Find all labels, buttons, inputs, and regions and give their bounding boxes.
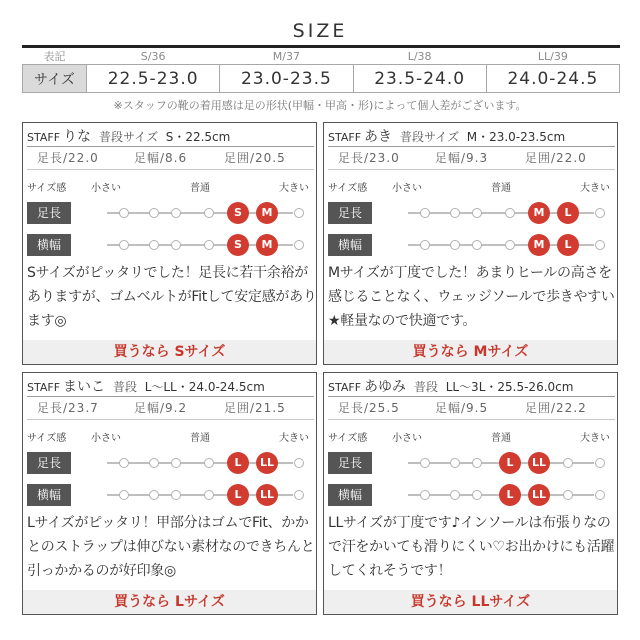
- fit-size-marker: M: [256, 234, 278, 256]
- width-fit-label: 横幅: [328, 234, 372, 256]
- staff-comment: Lサイズがピッタリ！甲部分はゴムでFit、かかとのストラップは伸びない素材なのできちんと引っかかるのが好印象◎: [27, 515, 315, 579]
- fit-scale-tick: [472, 458, 482, 468]
- fit-scale-tick: [420, 490, 430, 500]
- fit-scale-tick: [472, 208, 482, 218]
- foot-width-value: 足幅/9.2: [134, 401, 188, 415]
- width-fit-label: 横幅: [27, 484, 71, 506]
- length-fit-label: 足長: [328, 452, 372, 474]
- fit-scale-tick: [595, 490, 605, 500]
- length-fit-label: 足長: [27, 202, 71, 224]
- staff-review-panel: [323, 372, 618, 615]
- fit-scale-header: [23, 179, 318, 193]
- measurement-divider: [328, 169, 615, 170]
- usual-size-value: S・22.5cm: [165, 130, 231, 144]
- recommended-size-bar: 買うなら LLサイズ: [324, 590, 617, 614]
- fit-scale-tick: [119, 490, 129, 500]
- usual-size-value: M・23.0-23.5cm: [466, 130, 566, 144]
- staff-name: りな: [63, 129, 92, 144]
- fit-size-marker: L: [557, 202, 579, 224]
- fit-scale-tick: [294, 490, 304, 500]
- staff-info-row: [27, 126, 313, 144]
- fit-size-marker: LL: [528, 484, 550, 506]
- fit-scale-tick: [119, 208, 129, 218]
- fit-scale-tick: [450, 490, 460, 500]
- staff-row-divider: [27, 396, 314, 397]
- fit-disclaimer-note: ※スタッフの靴の着用感は足の形状(甲幅・甲高・形)によって個人差がございます。: [113, 99, 527, 112]
- fit-scale-large: 大きい: [279, 433, 309, 444]
- fit-scale-tick: [595, 208, 605, 218]
- measurement-divider: [27, 419, 314, 420]
- fit-size-marker: M: [528, 234, 550, 256]
- usual-size-label: 普段サイズ: [99, 130, 159, 144]
- size-table-header: LL/39: [537, 49, 568, 63]
- fit-size-marker: L: [499, 452, 521, 474]
- staff-info-row: [328, 126, 614, 144]
- staff-comment: Sサイズがピッタリでした！足長に若干余裕がありますが、ゴムベルトがFitして安定感があります◎: [27, 265, 317, 329]
- width-fit-label: 横幅: [27, 234, 71, 256]
- fit-scale-tick: [149, 490, 159, 500]
- foot-length-value: 足長/23.7: [37, 401, 99, 415]
- recommended-size-bar: 買うなら Lサイズ: [23, 590, 316, 614]
- fit-scale-tick: [420, 208, 430, 218]
- usual-size-label: 普段サイズ: [400, 130, 460, 144]
- fit-size-marker: L: [557, 234, 579, 256]
- size-table-header: M/37: [272, 49, 300, 63]
- fit-size-marker: L: [227, 452, 249, 474]
- fit-scale-tick: [450, 458, 460, 468]
- staff-row-divider: [27, 146, 314, 147]
- length-fit-row: [324, 202, 619, 224]
- fit-scale-tick: [171, 458, 181, 468]
- fit-scale-tick: [472, 240, 482, 250]
- size-table-cell: 23.5-24.0: [353, 65, 486, 93]
- fit-scale-large: 大きい: [580, 183, 610, 194]
- length-fit-row: [23, 452, 318, 474]
- fit-scale-tick: [204, 240, 214, 250]
- fit-scale-tick: [472, 490, 482, 500]
- fit-scale-title: サイズ感: [328, 433, 368, 444]
- staff-review-panel: [323, 122, 618, 365]
- staff-tag: STAFF: [328, 131, 362, 144]
- size-table-row-label: サイズ: [23, 65, 87, 93]
- foot-girth-value: 足囲/22.2: [525, 401, 587, 415]
- staff-row-divider: [328, 396, 615, 397]
- fit-size-marker: M: [528, 202, 550, 224]
- width-fit-label: 横幅: [328, 484, 372, 506]
- foot-measurements: [324, 149, 619, 167]
- foot-measurements: [23, 149, 318, 167]
- fit-scale-normal: 普通: [190, 433, 210, 444]
- size-table-cell: 22.5-23.0: [87, 65, 220, 93]
- size-table-header-row: [23, 48, 620, 65]
- width-fit-row: [324, 484, 619, 506]
- fit-scale-tick: [204, 208, 214, 218]
- usual-size-value: L〜LL・24.0-24.5cm: [144, 380, 265, 394]
- foot-girth-value: 足囲/22.0: [525, 151, 587, 165]
- fit-scale-title: サイズ感: [27, 183, 67, 194]
- usual-size-label: 普段: [414, 380, 439, 394]
- fit-scale-tick: [595, 240, 605, 250]
- fit-scale-tick: [595, 458, 605, 468]
- staff-comment: LLサイズが丁度です♪インソールは布張りなので汗をかいても滑りにくい♡お出かけにも活躍してくれそうです！: [328, 515, 615, 579]
- fit-scale-tick: [563, 458, 573, 468]
- staff-info-row: [27, 376, 313, 394]
- size-table-header: L/38: [407, 49, 432, 63]
- fit-scale-tick: [171, 490, 181, 500]
- fit-scale-header: [324, 429, 619, 443]
- staff-name: まいこ: [63, 379, 106, 394]
- fit-size-marker: LL: [256, 452, 278, 474]
- fit-scale-tick: [119, 458, 129, 468]
- fit-scale-tick: [119, 240, 129, 250]
- staff-tag: STAFF: [27, 131, 61, 144]
- fit-size-marker: L: [227, 484, 249, 506]
- fit-scale-large: 大きい: [580, 433, 610, 444]
- usual-size-value: LL〜3L・25.5-26.0cm: [445, 380, 574, 394]
- size-table-cell: 24.0-24.5: [486, 65, 619, 93]
- width-fit-row: [324, 234, 619, 256]
- fit-scale-tick: [149, 458, 159, 468]
- fit-scale-tick: [294, 240, 304, 250]
- staff-comment: Mサイズが丁度でした！あまりヒールの高さを感じることなく、ウェッジソールで歩きやすい★軽量なので快適です。: [328, 265, 615, 329]
- fit-scale-tick: [204, 490, 214, 500]
- fit-scale-small: 小さい: [91, 433, 121, 444]
- fit-scale-tick: [294, 458, 304, 468]
- staff-tag: STAFF: [328, 381, 362, 394]
- fit-scale-small: 小さい: [91, 183, 121, 194]
- foot-girth-value: 足囲/21.5: [224, 401, 286, 415]
- fit-scale-normal: 普通: [190, 183, 210, 194]
- fit-scale-normal: 普通: [491, 183, 511, 194]
- staff-info-row: [328, 376, 614, 394]
- fit-size-marker: S: [227, 234, 249, 256]
- foot-width-value: 足幅/8.6: [134, 151, 188, 165]
- fit-scale-tick: [294, 208, 304, 218]
- fit-scale-header: [23, 429, 318, 443]
- recommended-size-bar: 買うなら Sサイズ: [23, 340, 316, 364]
- length-fit-row: [23, 202, 318, 224]
- staff-name: あき: [364, 129, 393, 144]
- foot-width-value: 足幅/9.5: [435, 401, 489, 415]
- fit-scale-tick: [204, 458, 214, 468]
- foot-measurements: [324, 399, 619, 417]
- fit-scale-tick: [171, 208, 181, 218]
- usual-size-label: 普段: [113, 380, 138, 394]
- fit-size-marker: LL: [528, 452, 550, 474]
- foot-measurements: [23, 399, 318, 417]
- fit-scale-tick: [149, 208, 159, 218]
- staff-review-panel: [22, 372, 317, 615]
- fit-scale-tick: [149, 240, 159, 250]
- staff-tag: STAFF: [27, 381, 61, 394]
- fit-size-marker: M: [256, 202, 278, 224]
- fit-scale-small: 小さい: [392, 433, 422, 444]
- size-table-header: S/36: [140, 49, 166, 63]
- size-table-header-label: 表記: [43, 50, 66, 63]
- measurement-divider: [27, 169, 314, 170]
- fit-size-marker: LL: [256, 484, 278, 506]
- fit-scale-tick: [450, 208, 460, 218]
- measurement-divider: [328, 419, 615, 420]
- fit-scale-tick: [420, 458, 430, 468]
- fit-scale-tick: [171, 240, 181, 250]
- width-fit-row: [23, 484, 318, 506]
- width-fit-row: [23, 234, 318, 256]
- foot-length-value: 足長/23.0: [338, 151, 400, 165]
- fit-scale-tick: [505, 240, 515, 250]
- foot-length-value: 足長/25.5: [338, 401, 400, 415]
- fit-scale-header: [324, 179, 619, 193]
- foot-width-value: 足幅/9.3: [435, 151, 489, 165]
- recommended-size-bar: 買うなら Mサイズ: [324, 340, 617, 364]
- foot-length-value: 足長/22.0: [37, 151, 99, 165]
- fit-scale-title: サイズ感: [328, 183, 368, 194]
- size-table-row: [23, 65, 620, 93]
- length-fit-label: 足長: [328, 202, 372, 224]
- fit-size-marker: L: [499, 484, 521, 506]
- staff-row-divider: [328, 146, 615, 147]
- size-table: [22, 48, 620, 93]
- length-fit-row: [324, 452, 619, 474]
- fit-size-marker: S: [227, 202, 249, 224]
- staff-review-panel: [22, 122, 317, 365]
- page-title: SIZE: [292, 20, 348, 42]
- size-table-cell: 23.0-23.5: [220, 65, 353, 93]
- fit-scale-tick: [505, 208, 515, 218]
- fit-scale-tick: [563, 490, 573, 500]
- length-fit-label: 足長: [27, 452, 71, 474]
- staff-name: あゆみ: [364, 379, 407, 394]
- fit-scale-title: サイズ感: [27, 433, 67, 444]
- fit-scale-normal: 普通: [491, 433, 511, 444]
- fit-scale-tick: [420, 240, 430, 250]
- foot-girth-value: 足囲/20.5: [224, 151, 286, 165]
- fit-scale-large: 大きい: [279, 183, 309, 194]
- fit-scale-tick: [450, 240, 460, 250]
- fit-scale-small: 小さい: [392, 183, 422, 194]
